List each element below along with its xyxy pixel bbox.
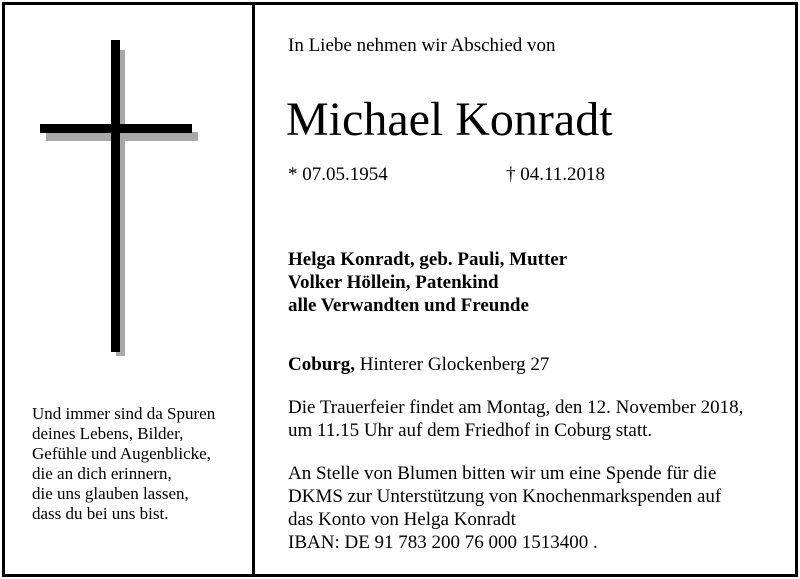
poem-line: Gefühle und Augenblicke,: [32, 444, 211, 463]
death-date: † 04.11.2018: [506, 164, 606, 185]
mourners-list: [288, 248, 567, 317]
donation-line: DKMS zur Unterstützung von Knochenmarkspenden auf: [288, 486, 722, 507]
cross-vertical-beam: [111, 40, 120, 352]
intro-text: In Liebe nehmen wir Abschied von: [288, 35, 556, 56]
address-street: Hinterer Glockenberg 27: [359, 354, 550, 375]
column-divider: [252, 2, 255, 577]
cross-horizontal-beam: [40, 124, 192, 133]
mourner-line: Helga Konradt, geb. Pauli, Mutter: [288, 249, 568, 270]
cross-shadow-horizontal: [46, 132, 198, 141]
mourner-line: Volker Höllein, Patenkind: [288, 272, 499, 293]
donation-info: [288, 462, 721, 554]
poem-line: die uns glauben lassen,: [32, 484, 189, 503]
address-city: Coburg,: [288, 354, 356, 375]
service-line: um 11.15 Uhr auf dem Friedhof in Coburg statt.: [288, 420, 653, 441]
deceased-name: Michael Konradt: [286, 93, 613, 146]
donation-line: das Konto von Helga Konradt: [288, 509, 516, 530]
service-line: Die Trauerfeier findet am Montag, den 12. November 2018,: [288, 397, 744, 418]
birth-date: * 07.05.1954: [288, 164, 388, 185]
service-info: [288, 396, 743, 442]
mourner-line: alle Verwandten und Freunde: [288, 295, 529, 316]
poem-line: Und immer sind da Spuren: [32, 404, 216, 423]
poem-line: deines Lebens, Bilder,: [32, 424, 184, 443]
poem-line: dass du bei uns bist.: [32, 504, 169, 523]
address: [288, 354, 549, 376]
cross-icon: [38, 40, 202, 360]
donation-line: IBAN: DE 91 783 200 76 000 1513400 .: [288, 532, 598, 553]
donation-line: An Stelle von Blumen bitten wir um eine Spende für die: [288, 463, 717, 484]
poem: [32, 404, 247, 524]
poem-line: die an dich erinnern,: [32, 464, 172, 483]
